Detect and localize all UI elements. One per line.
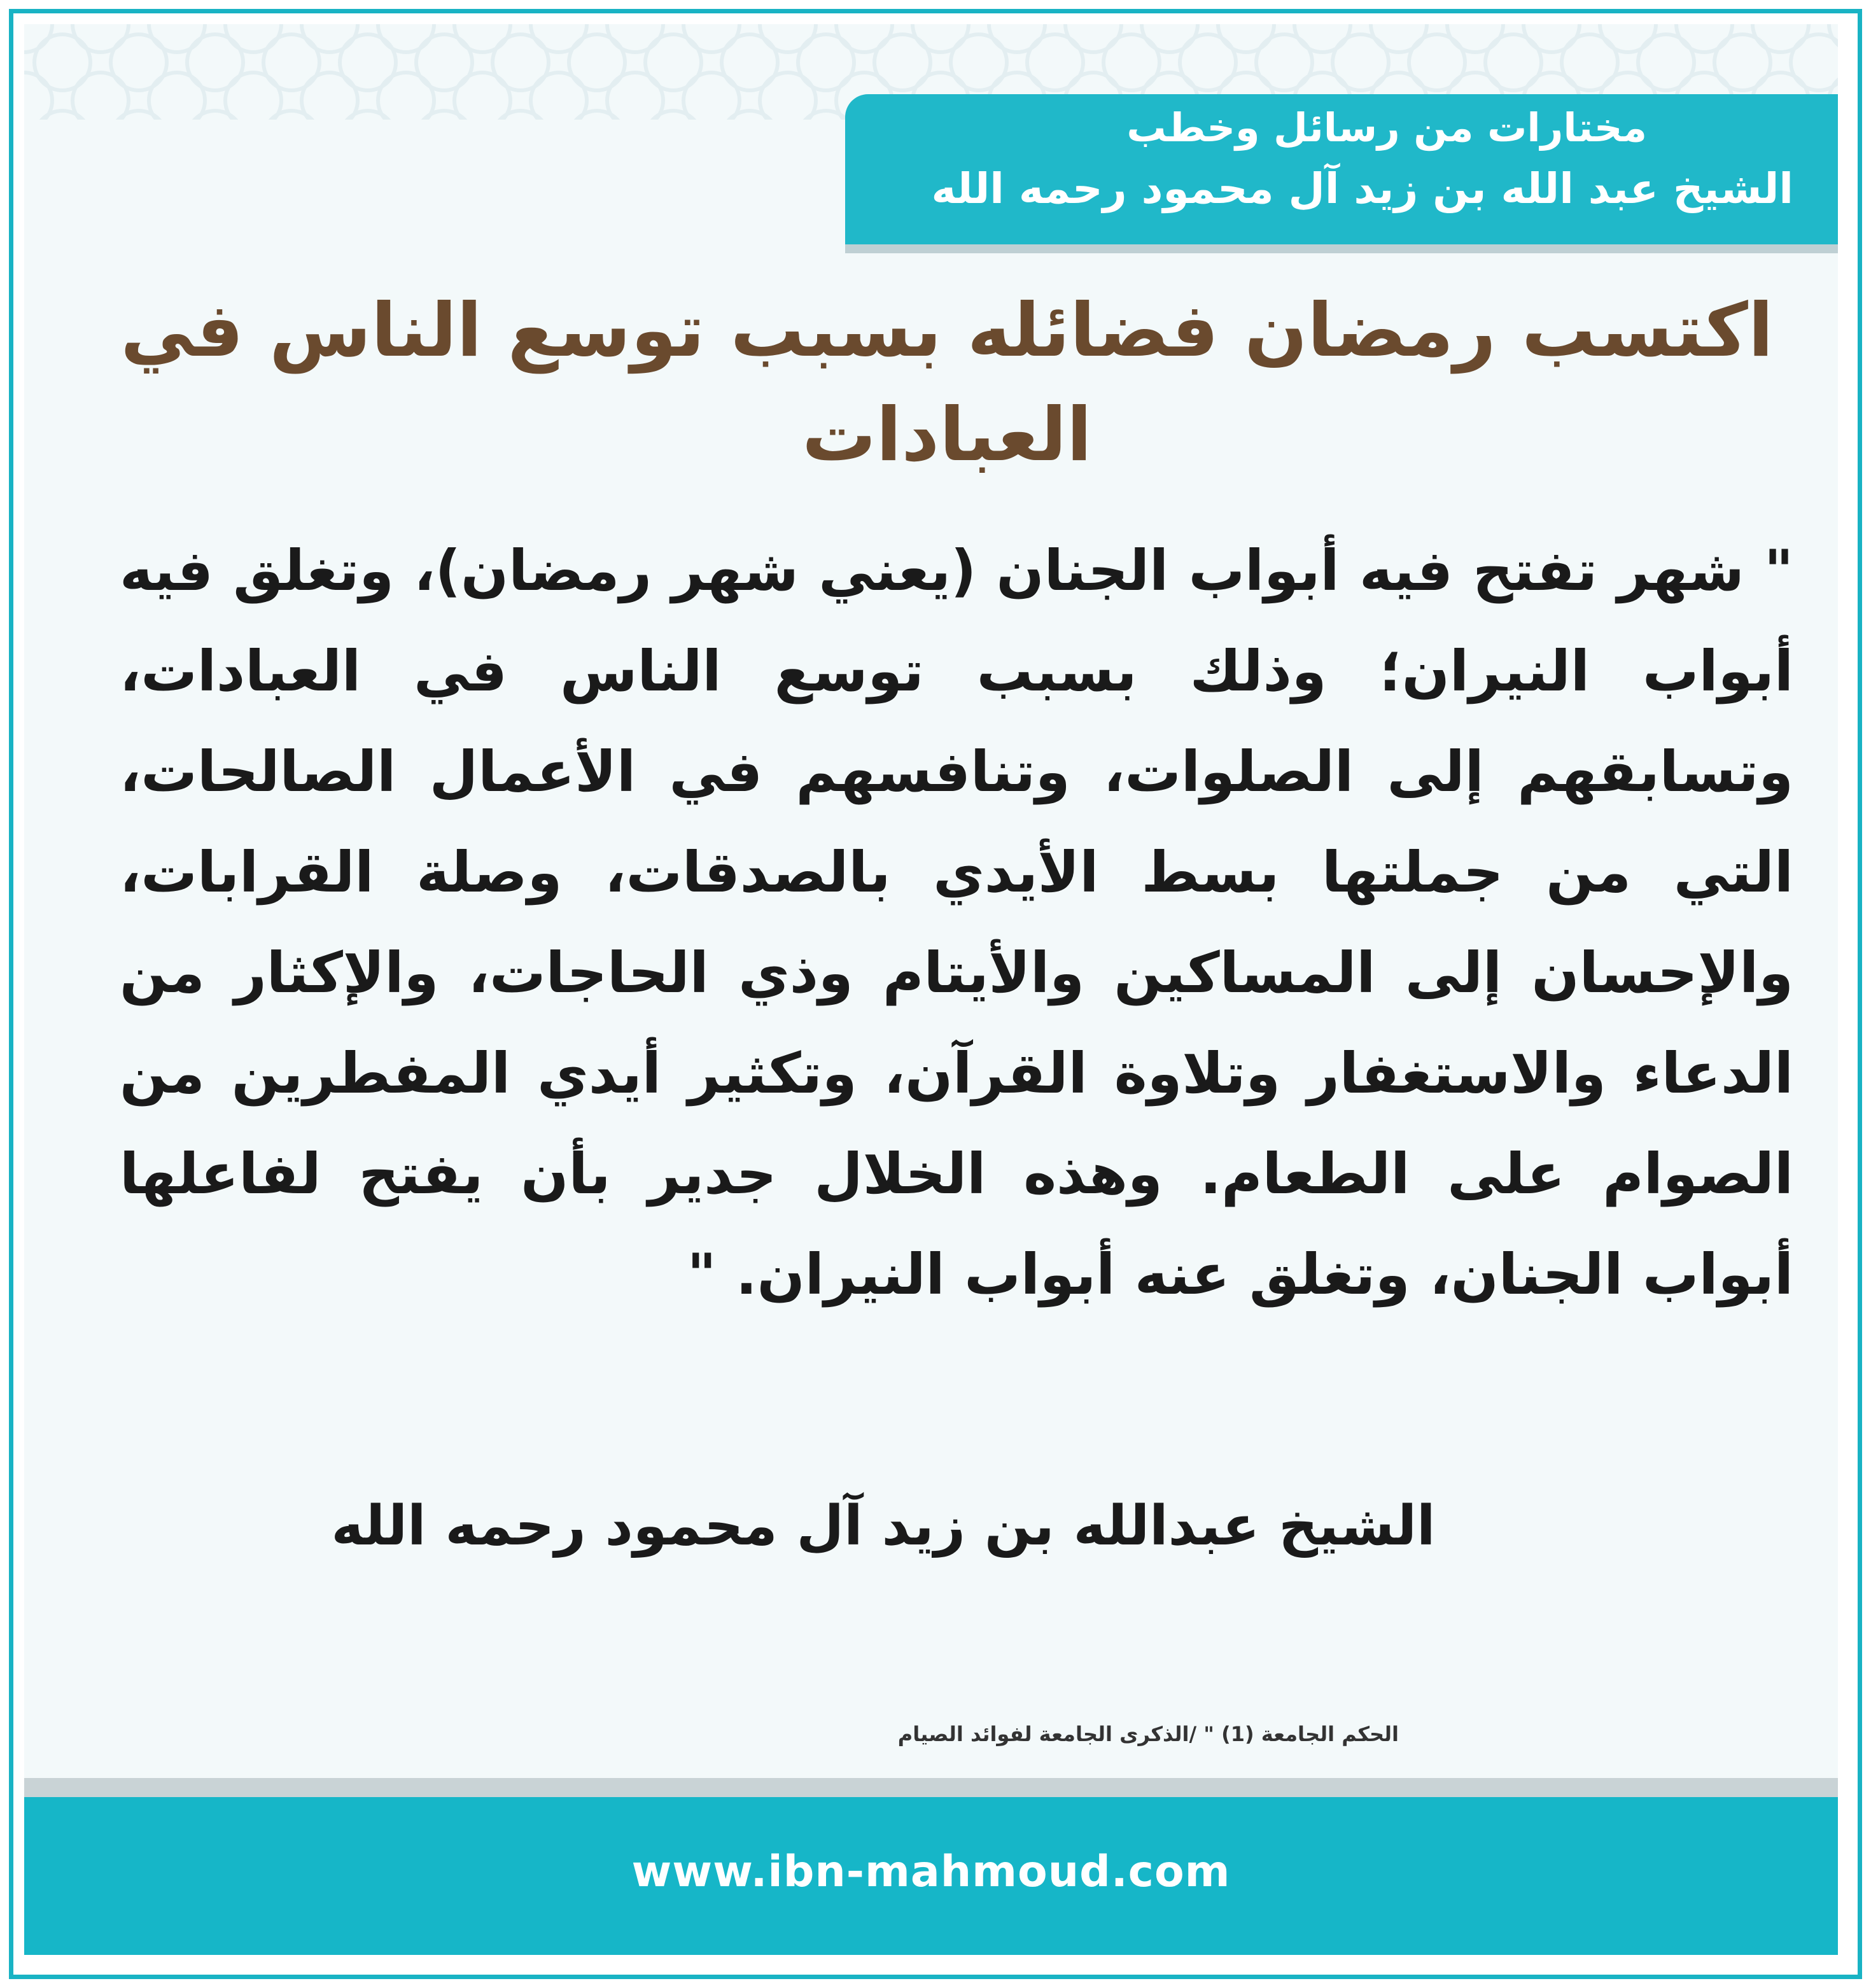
quote-text: " شهر تفتح فيه أبواب الجنان (يعني شهر رمضان)، وتغلق فيه أبواب النيران؛ وذلك بسبب توسع الناس في العبادات، وتسابقهم إلى الصلوات، وتنافسهم في الأعمال الصالحات، التي من جملتها بسط الأيدي بالصدقات، وصلة القرابات، والإحسان إلى المساكين والأيتام وذي الحاجات، والإكثار من الدعاء والاستغفار وتلاوة القرآن، وتكثير أيدي المفطرين من الصوام على الطعام. وهذه الخلال جدير بأن يفتح لفاعلها أبواب الجنان، وتغلق عنه أبواب النيران. " — [120, 538, 1793, 1307]
header-author: الشيخ عبد الله بن زيد آل محمود رحمه الله — [931, 164, 1793, 213]
footer-divider — [24, 1778, 1838, 1797]
header-banner — [845, 94, 1838, 244]
page-title: اكتسب رمضان فضائله بسبب توسع الناس في العبادات — [120, 288, 1774, 478]
source-citation: الحكم الجامعة (1) " /الذكرى الجامعة لفوائد الصيام — [897, 1722, 1399, 1746]
website-link[interactable]: www.ibn-mahmoud.com — [631, 1847, 1231, 1897]
poster-card — [24, 24, 1838, 1955]
footer-bar — [24, 1797, 1838, 1955]
author-attribution: الشيخ عبدالله بن زيد آل محمود رحمه الله — [331, 1494, 1436, 1558]
header-subtitle: مختارات من رسائل وخطب — [1126, 104, 1647, 151]
